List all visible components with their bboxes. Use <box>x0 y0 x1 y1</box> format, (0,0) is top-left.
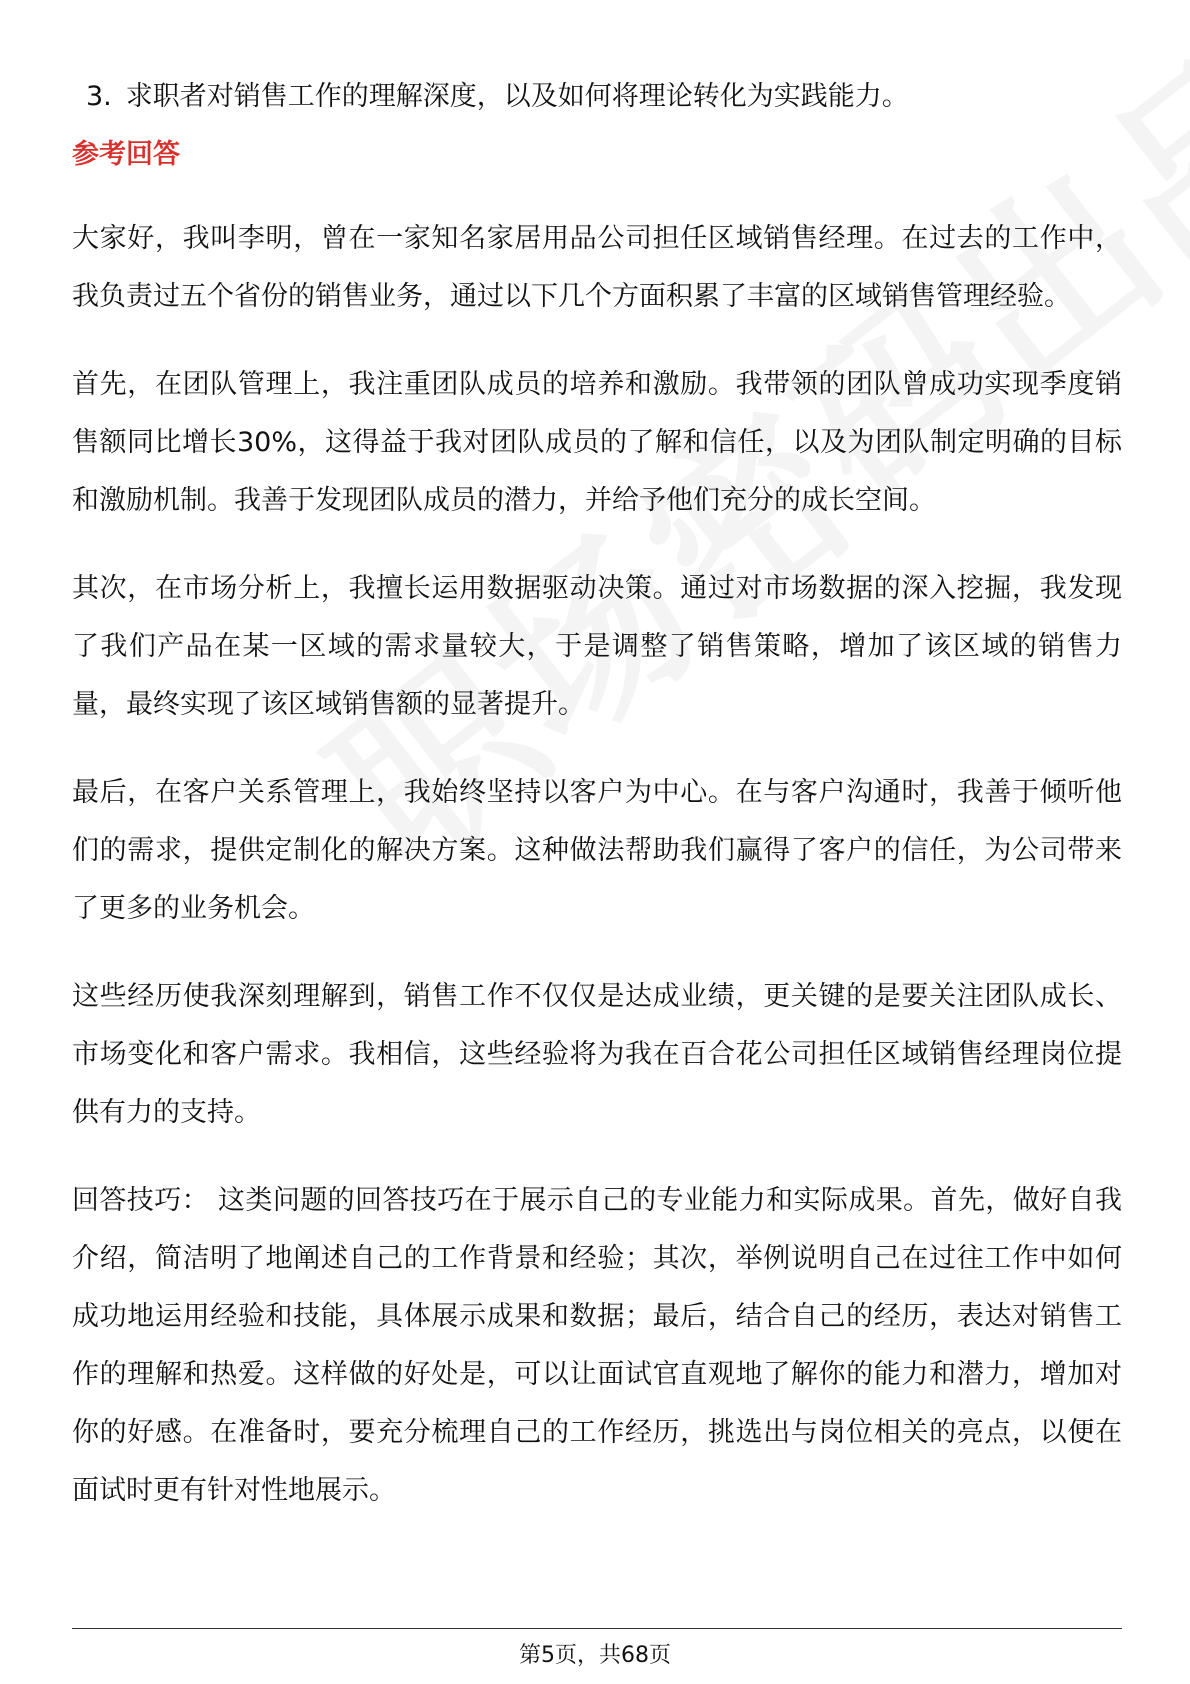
document-content <box>72 72 1122 1550</box>
paragraph-market-analysis: 其次，在市场分析上，我擅长运用数据驱动决策。通过对市场数据的深入挖掘，我发现了我们产品在某一区域的需求量较大，于是调整了销售策略，增加了该区域的销售力量，最终实现了该区域销售额的显著提升。 <box>72 573 1122 720</box>
list-item-text: 求职者对销售工作的理解深度，以及如何将理论转化为实践能力。 <box>125 81 909 112</box>
paragraph-summary: 这些经历使我深刻理解到，销售工作不仅仅是达成业绩，更关键的是要关注团队成长、市场变化和客户需求。我相信，这些经验将为我在百合花公司担任区域销售经理岗位提供有力的支持。 <box>72 981 1122 1128</box>
numbered-list-item <box>86 72 1122 122</box>
footer-divider <box>72 1628 1122 1629</box>
section-title: 参考回答 <box>72 139 180 170</box>
paragraph-customer-relations: 最后，在客户关系管理上，我始终坚持以客户为中心。在与客户沟通时，我善于倾听他们的需求，提供定制化的解决方案。这种做法帮助我们赢得了客户的信任，为公司带来了更多的业务机会。 <box>72 777 1122 924</box>
list-item-number: 3. <box>86 81 112 112</box>
paragraph-answer-tips: 回答技巧： 这类问题的回答技巧在于展示自己的专业能力和实际成果。首先，做好自我介绍，简洁明了地阐述自己的工作背景和经验；其次，举例说明自己在过往工作中如何成功地运用经验和技能，具体展示成果和数据；最后，结合自己的经历，表达对销售工作的理解和热爱。这样做的好处是，可以让面试官直观地了解你的能力和潜力，增加对你的好感。在准备时，要充分梳理自己的工作经历，挑选出与岗位相关的亮点，以便在面试时更有针对性地展示。 <box>72 1185 1122 1506</box>
paragraph-team-management: 首先，在团队管理上，我注重团队成员的培养和激励。我带领的团队曾成功实现季度销售额同比增长30%，这得益于我对团队成员的了解和信任，以及为团队制定明确的目标和激励机制。我善于发现团队成员的潜力，并给予他们充分的成长空间。 <box>72 369 1122 516</box>
paragraph-intro: 大家好，我叫李明，曾在一家知名家居用品公司担任区域销售经理。在过去的工作中，我负责过五个省份的销售业务，通过以下几个方面积累了丰富的区域销售管理经验。 <box>72 223 1122 312</box>
page-number-footer: 第5页，共68页 <box>519 1643 671 1668</box>
